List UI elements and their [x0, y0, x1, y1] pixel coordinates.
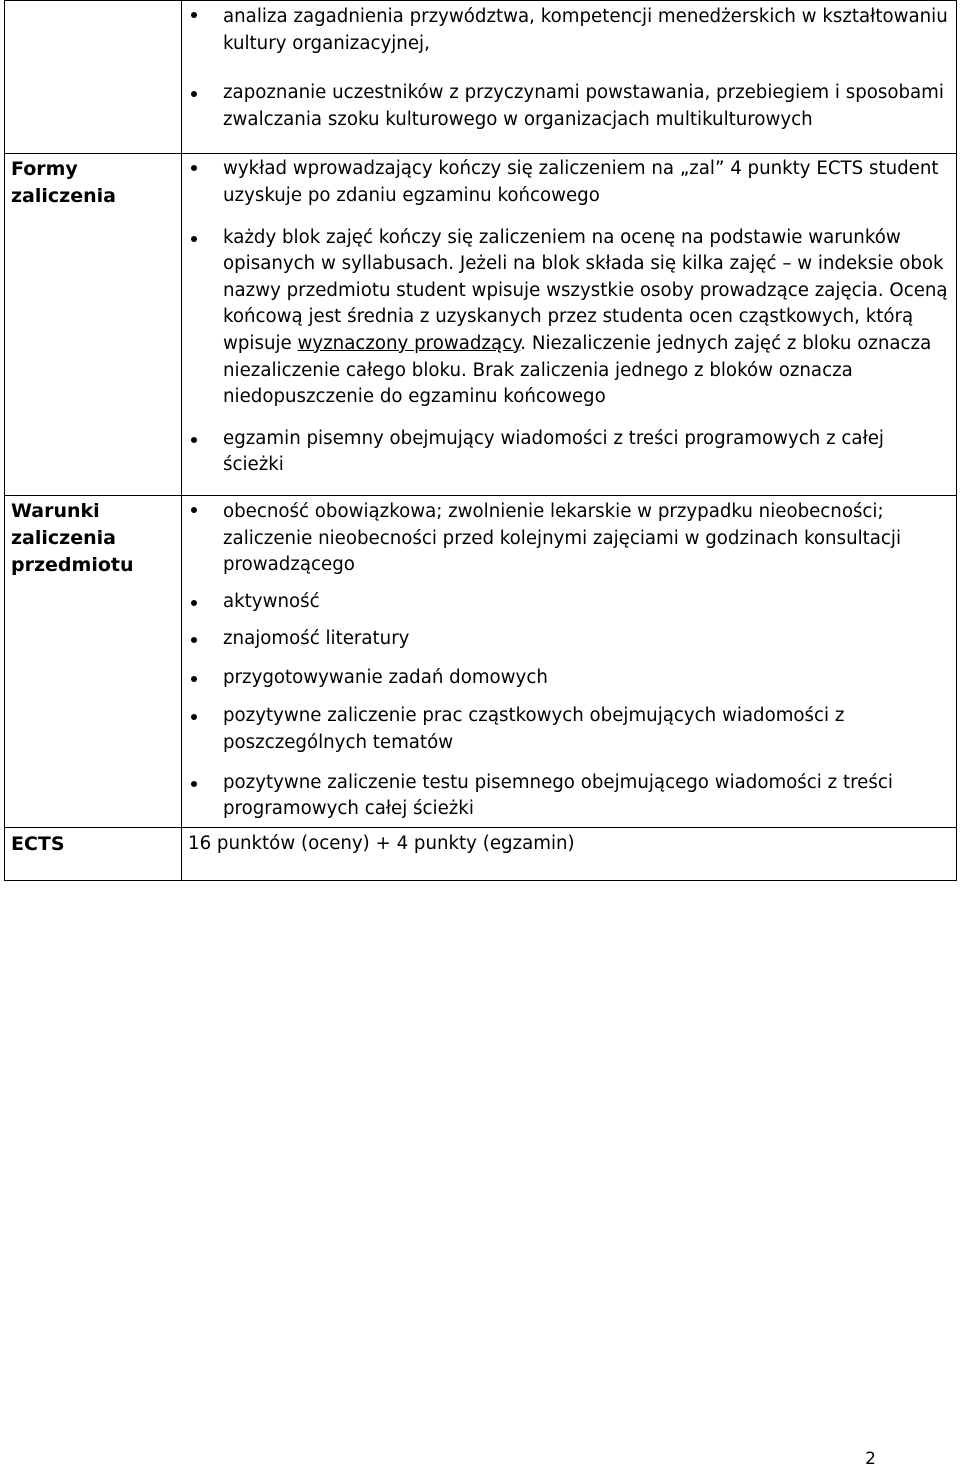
warunki-list	[182, 496, 956, 823]
warunki-item: znajomość literatury	[182, 626, 956, 653]
intro-list	[182, 1, 956, 133]
formy-list	[182, 154, 956, 479]
warunki-item: pozytywne zaliczenie prac cząstkowych obejmujących wiadomości z poszczególnych tematów	[182, 703, 956, 756]
formy-item: wykład wprowadzający kończy się zaliczeniem na „zal” 4 punkty ECTS student uzyskuje po zdaniu egzaminu końcowego	[182, 154, 956, 209]
formy-label: Formy zaliczenia	[11, 158, 116, 208]
warunki-item: aktywność	[182, 589, 956, 616]
ects-value: 16 punktów (oceny) + 4 punkty (egzamin)	[188, 832, 575, 854]
warunki-item: przygotowywanie zadań domowych	[182, 665, 956, 692]
grading-text-end: . Niezaliczenie jednych zajęć z bloku oznacza niezaliczenie całego bloku. Brak zaliczenia jednego z bloków oznacza niedopuszczenie do egzaminu końcowego	[223, 332, 932, 408]
ects-label-cell	[5, 827, 182, 880]
formy-label-cell	[5, 154, 182, 496]
formy-row	[5, 154, 957, 496]
ects-row	[5, 827, 957, 880]
grading-text-start: każdy blok zajęć kończy się zaliczeniem na ocenę na podstawie warunków opisanych w syllabusach. Jeżeli na blok składa się kilka zajęć – w indeksie obok nazwy przedmiotu student wpisuje wszystkie osoby prowadzące zajęcia. Oceną końcową jest średnia z uzyskanych przez studenta ocen cząstkowych, którą wpisuje	[223, 226, 948, 354]
syllabus-sheet	[4, 0, 957, 881]
warunki-item: obecność obowiązkowa; zwolnienie lekarskie w przypadku nieobecności; zaliczenie nieobecności przed kolejnymi zajęciami w godzinach konsultacji prowadzącego	[182, 496, 956, 579]
intro-content-cell	[182, 1, 957, 154]
warunki-label-cell	[5, 495, 182, 827]
designated-lecturer-text: wyznaczony prowadzący	[297, 332, 521, 354]
formy-item: egzamin pisemny obejmujący wiadomości z treści programowych z całej ścieżki	[182, 426, 956, 479]
intro-item: zapoznanie uczestników z przyczynami powstawania, przebiegiem i sposobami zwalczania szoku kulturowego w organizacjach multikulturowych	[182, 80, 956, 133]
ects-label: ECTS	[11, 832, 65, 855]
warunki-row	[5, 495, 957, 827]
formy-content-cell	[182, 154, 957, 496]
syllabus-table	[4, 0, 957, 881]
formy-item-grading	[182, 225, 956, 411]
intro-item: analiza zagadnienia przywództwa, kompetencji menedżerskich w kształtowaniu kultury organizacyjnej,	[182, 1, 956, 57]
warunki-label: Warunki zaliczenia przedmiotu	[11, 499, 134, 576]
intro-row	[5, 1, 957, 154]
warunki-content-cell	[182, 495, 957, 827]
intro-label-cell	[5, 1, 182, 154]
page-number: 2	[865, 1449, 876, 1469]
ects-value-cell	[182, 827, 957, 880]
warunki-item: pozytywne zaliczenie testu pisemnego obejmującego wiadomości z treści programowych całej ścieżki	[182, 770, 956, 823]
